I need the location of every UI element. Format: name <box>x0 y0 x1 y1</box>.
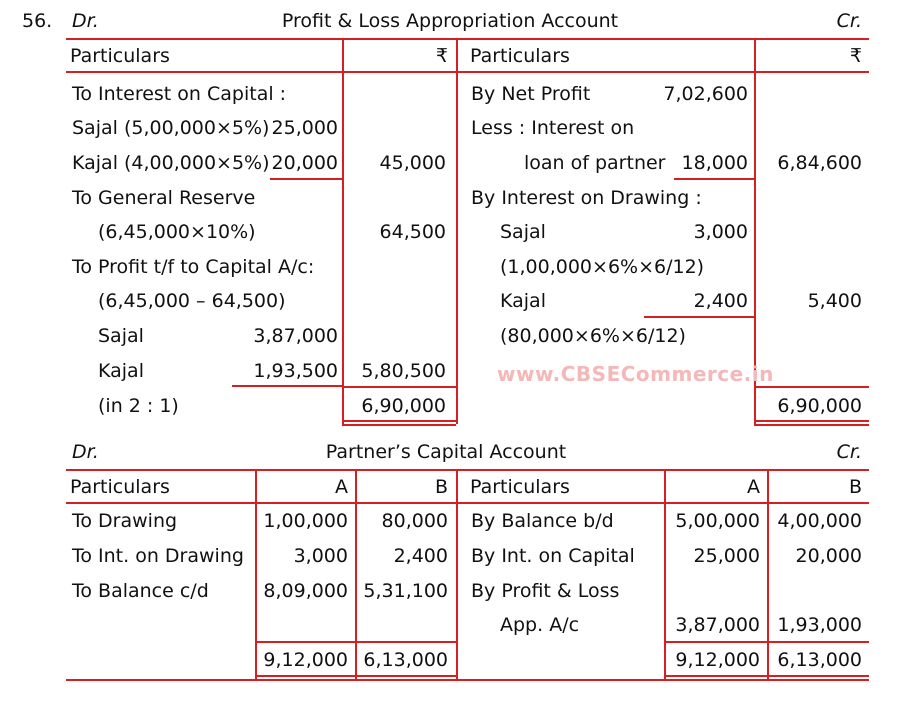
pl-sajal-share-name: Sajal <box>98 325 144 347</box>
pl-int-drawing-total: 5,400 <box>807 290 862 312</box>
cap-right-row-a: 5,00,000 <box>675 510 760 532</box>
pl-top-rule <box>66 38 869 40</box>
cap-left-row-label: To Drawing <box>72 510 178 532</box>
pl-less-label: Less : Interest on <box>471 117 635 139</box>
cap-bottom-rule <box>66 679 869 681</box>
cap-header-a-left: A <box>335 476 348 498</box>
cap-header-b-left: B <box>434 476 448 498</box>
cap-left-total-b: 6,13,000 <box>363 649 448 671</box>
pl-general-reserve-amount: 64,500 <box>379 221 446 243</box>
pl-interest-capital-label: To Interest on Capital : <box>72 83 287 105</box>
pl-int-drawing-label: By Interest on Drawing : <box>471 187 702 209</box>
pl-kajal-share: 1,93,500 <box>253 360 338 382</box>
cap-left-row-label: To Balance c/d <box>72 580 209 602</box>
pl-kajal-share-name: Kajal <box>98 360 144 382</box>
question-number: 56. <box>22 10 53 32</box>
pl-int-drawing-kajal-underline <box>644 316 754 318</box>
cap-title: Partner’s Capital Account <box>325 441 567 463</box>
pl-loan-amount: 18,000 <box>681 152 748 174</box>
cap-left-row-b: 80,000 <box>381 510 448 532</box>
pl-int-drawing-sajal-amount: 3,000 <box>693 221 748 243</box>
pl-sajal-share: 3,87,000 <box>253 325 338 347</box>
pl-profit-tf-label: To Profit t/f to Capital A/c: <box>72 256 315 278</box>
pl-ratio: (in 2 : 1) <box>98 395 179 417</box>
pl-header-particulars-right: Particulars <box>470 45 570 67</box>
cap-left-total-top-rule <box>255 641 456 643</box>
pl-cr-label: Cr. <box>836 10 862 32</box>
pl-right-grand-total: 6,90,000 <box>777 395 862 417</box>
cap-left-total-rule-1 <box>255 675 456 677</box>
pl-kajal-underline <box>270 178 342 180</box>
pl-net-profit-amount: 7,02,600 <box>663 83 748 105</box>
cap-header-rule <box>66 502 869 504</box>
cap-top-rule <box>66 469 869 471</box>
pl-adjusted-profit: 6,84,600 <box>777 152 862 174</box>
cap-right-row-b: 20,000 <box>795 545 862 567</box>
cap-right-row-label: By Balance b/d <box>471 510 614 532</box>
cap-right-row-b: 1,93,000 <box>777 614 862 636</box>
cap-header-particulars-right: Particulars <box>470 476 570 498</box>
cap-col-divider-b-right <box>767 469 769 679</box>
pl-header-rupee-left: ₹ <box>435 45 448 67</box>
pl-dr-label: Dr. <box>72 10 99 32</box>
pl-int-drawing-kajal-amount: 2,400 <box>693 290 748 312</box>
cap-cr-label: Cr. <box>836 441 862 463</box>
cap-header-b-right: B <box>848 476 862 498</box>
cap-right-row-label: App. A/c <box>500 614 580 636</box>
pl-kajal-calc: Kajal (4,00,000×5%) <box>72 152 270 174</box>
watermark: www.CBSECommerce.in <box>497 362 774 386</box>
cap-dr-label: Dr. <box>72 441 99 463</box>
cap-left-row-label: To Int. on Drawing <box>72 545 244 567</box>
cap-right-row-label: By Profit & Loss <box>471 580 620 602</box>
cap-col-divider-a-left <box>255 469 257 679</box>
cap-header-particulars-left: Particulars <box>70 476 170 498</box>
cap-right-total-a: 9,12,000 <box>675 649 760 671</box>
cap-left-total-a: 9,12,000 <box>263 649 348 671</box>
pl-header-rupee-right: ₹ <box>849 45 862 67</box>
pl-general-reserve-label: To General Reserve <box>72 187 256 209</box>
pl-left-total-top-rule <box>342 386 456 388</box>
pl-int-drawing-sajal-name: Sajal <box>500 221 546 243</box>
pl-int-drawing-sajal-calc: (1,00,000×6%×6/12) <box>500 256 705 278</box>
cap-right-total-b: 6,13,000 <box>777 649 862 671</box>
pl-kajal-share-underline <box>232 385 342 387</box>
cap-left-row-a: 3,000 <box>293 545 348 567</box>
pl-int-drawing-kajal-calc: (80,000×6%×6/12) <box>500 325 686 347</box>
pl-right-total-rule-2 <box>754 424 869 426</box>
pl-general-reserve-calc: (6,45,000×10%) <box>98 221 256 243</box>
pl-header-particulars-left: Particulars <box>70 45 170 67</box>
cap-col-divider-b-left <box>355 469 357 679</box>
cap-left-row-a: 1,00,000 <box>263 510 348 532</box>
cap-right-row-a: 3,87,000 <box>675 614 760 636</box>
pl-loan-label: loan of partner <box>524 152 666 174</box>
pl-col-divider-center <box>456 38 458 424</box>
pl-sajal-amount: 25,000 <box>271 117 338 139</box>
cap-right-total-top-rule <box>664 641 869 643</box>
pl-sajal-calc: Sajal (5,00,000×5%) <box>72 117 270 139</box>
pl-loan-underline <box>674 178 754 180</box>
pl-kajal-amount: 20,000 <box>271 152 338 174</box>
pl-left-grand-total: 6,90,000 <box>361 395 446 417</box>
pl-title: Profit & Loss Appropriation Account <box>281 10 619 32</box>
cap-col-divider-center <box>456 469 458 679</box>
pl-right-total-top-rule <box>754 386 869 388</box>
pl-right-total-rule-1 <box>754 420 869 422</box>
cap-right-row-label: By Int. on Capital <box>471 545 635 567</box>
pl-col-divider-1 <box>342 38 344 424</box>
pl-profit-tf-calc: (6,45,000 – 64,500) <box>98 290 286 312</box>
pl-int-drawing-kajal-name: Kajal <box>500 290 546 312</box>
pl-left-total-rule-1 <box>342 420 456 422</box>
cap-right-total-rule-1 <box>664 675 869 677</box>
cap-col-divider-a-right <box>664 469 666 679</box>
cap-header-a-right: A <box>747 476 760 498</box>
cap-right-row-a: 25,000 <box>693 545 760 567</box>
cap-right-row-b: 4,00,000 <box>777 510 862 532</box>
cap-left-row-b: 2,400 <box>393 545 448 567</box>
pl-profit-total: 5,80,500 <box>361 360 446 382</box>
pl-left-total-rule-2 <box>342 424 456 426</box>
cap-left-row-b: 5,31,100 <box>363 580 448 602</box>
pl-interest-total: 45,000 <box>379 152 446 174</box>
pl-net-profit-label: By Net Profit <box>471 83 591 105</box>
cap-left-row-a: 8,09,000 <box>263 580 348 602</box>
pl-header-rule <box>66 71 869 73</box>
